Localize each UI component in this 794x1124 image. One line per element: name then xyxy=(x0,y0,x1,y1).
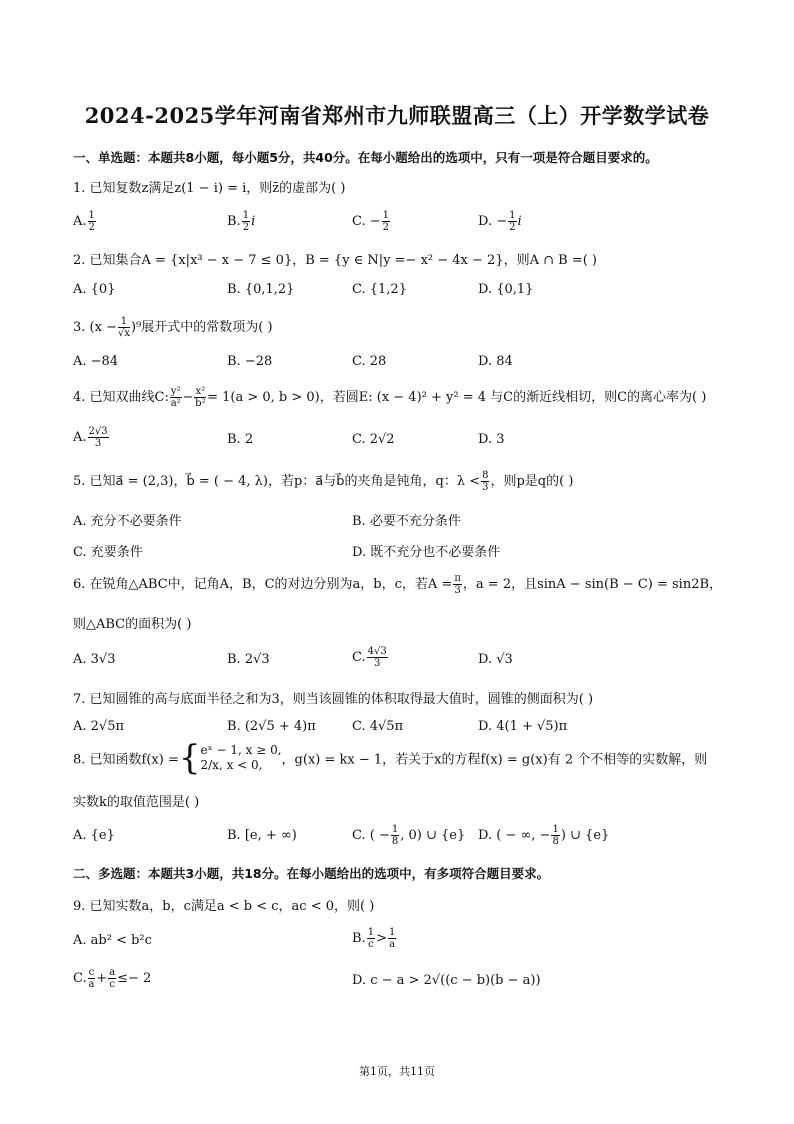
q2-option-a: A. {0} xyxy=(73,282,116,297)
q6-option-a: A. 3√3 xyxy=(73,652,116,667)
q8-option-c: C. ( − $\frac{1}{8}$ , 0) ∪ {e} xyxy=(352,824,466,847)
q4-option-d: D. 3 xyxy=(478,432,505,447)
q6-option-b: B. 2√3 xyxy=(227,652,270,667)
q1-option-a: A. $\frac{1}{2}$ xyxy=(73,210,95,233)
question-8-stem-line2: 实数k的取值范围是( ) xyxy=(73,795,200,810)
q5-option-c: C. 充要条件 xyxy=(73,545,143,560)
question-6-stem: 6. 在锐角△ABC中，记角A，B，C的对边分别为a，b，c，若A = $\frac{\pi}{3}$ ，a = 2，且sinA − sin(B − C) = sin2B， xyxy=(73,573,723,596)
q1-option-d: D. − $\frac{1}{2}$ i xyxy=(478,210,522,233)
q6-option-d: D. √3 xyxy=(478,652,513,667)
question-9-stem: 9. 已知实数a，b，c满足a < b < c，ac < 0，则( ) xyxy=(73,899,375,914)
question-6-stem-line2: 则△ABC的面积为( ) xyxy=(73,617,192,632)
section-multiple-choice: 二、多选题：本题共3小题，共18分。在每小题给出的选项中，有多项符合题目要求。 xyxy=(73,866,550,881)
q3-option-b: B. −28 xyxy=(227,354,273,369)
q2-option-d: D. {0,1} xyxy=(478,282,534,297)
q3-option-c: C. 28 xyxy=(352,354,387,369)
q1-option-b: B. $\frac{1}{2}$ i xyxy=(227,210,256,233)
page-title: 2024-2025学年河南省郑州市九师联盟高三（上）开学数学试卷 xyxy=(84,103,710,128)
q8-option-a: A. {e} xyxy=(73,828,115,843)
section-single-choice: 一、单选题：本题共8小题，每小题5分，共40分。在每小题给出的选项中，只有一项是符合题目要求的。 xyxy=(73,150,658,165)
question-4-stem: 4. 已知双曲线C: $\frac{\text{y²}}{\text{a²}}$ − $\frac{\text{x²}}{\text{b²}}$ = 1(a > 0, b > 0)，若圆E: (x − 4)² + y² = 4 与C的渐近线相切，则C的离心率为( ) xyxy=(73,386,707,409)
q1-option-c: C. − $\frac{1}{2}$ xyxy=(352,210,390,233)
question-8-stem: 8. 已知函数f(x) ={ eˣ − 1, x ≥ 0, 2/x, x < 0, ，g(x) = kx − 1，若关于x的方程f(x) = g(x)有 2 个不相等的实数解，则 xyxy=(73,738,708,778)
question-3-stem: 3. (x − $\frac{1}{√x}$ )⁹展开式中的常数项为( ) xyxy=(73,316,273,339)
q4-option-c: C. 2√2 xyxy=(352,432,395,447)
q3-option-a: A. −84 xyxy=(73,354,119,369)
q9-option-c: C. $\frac{c}{a}$ + $\frac{a}{c}$ ≤− 2 xyxy=(73,967,152,990)
question-5-stem: 5. 已知a⃗ = (2,3)，b⃗ = ( − 4, λ)，若p：a⃗与b⃗的夹角是钝角，q：λ < $\frac{8}{3}$ ，则p是q的( ) xyxy=(73,470,574,493)
page-footer: 第1页，共11页 xyxy=(359,1065,435,1078)
q4-option-b: B. 2 xyxy=(227,432,254,447)
q2-option-c: C. {1,2} xyxy=(352,282,407,297)
q9-option-d: D. c − a > 2√((c − b)(b − a)) xyxy=(352,973,541,988)
q6-option-c: C. $\frac{4√3}{3}$ xyxy=(352,646,387,669)
q3-option-d: D. 84 xyxy=(478,354,513,369)
q2-option-b: B. {0,1,2} xyxy=(227,282,295,297)
q7-option-d: D. 4(1 + √5)π xyxy=(478,719,568,734)
q9-option-a: A. ab² < b²c xyxy=(73,933,152,948)
question-1-stem: 1. 已知复数z满足z(1 − i) = i，则z̄的虚部为( ) xyxy=(73,181,346,196)
q9-option-b: B. $\frac{1}{c}$ > $\frac{1}{a}$ xyxy=(352,927,396,950)
q5-option-d: D. 既不充分也不必要条件 xyxy=(352,545,501,560)
question-7-stem: 7. 已知圆锥的高与底面半径之和为3，则当该圆锥的体积取得最大值时，圆锥的侧面积为( ) xyxy=(73,692,594,707)
q8-option-b: B. [e, + ∞) xyxy=(227,828,297,843)
q7-option-b: B. (2√5 + 4)π xyxy=(227,719,316,734)
q7-option-c: C. 4√5π xyxy=(352,719,404,734)
q4-option-a: A. $\frac{2√3}{3}$ xyxy=(73,426,108,449)
q7-option-a: A. 2√5π xyxy=(73,719,125,734)
q8-option-d: D. ( − ∞, − $\frac{1}{8}$ ) ∪ {e} xyxy=(478,824,610,847)
q5-option-a: A. 充分不必要条件 xyxy=(73,514,182,529)
question-2-stem: 2. 已知集合A = {x|x³ − x − 7 ≤ 0}，B = {y ∈ N|y =− x² − 4x − 2}，则A ∩ B =( ) xyxy=(73,253,597,268)
q5-option-b: B. 必要不充分条件 xyxy=(352,514,461,529)
